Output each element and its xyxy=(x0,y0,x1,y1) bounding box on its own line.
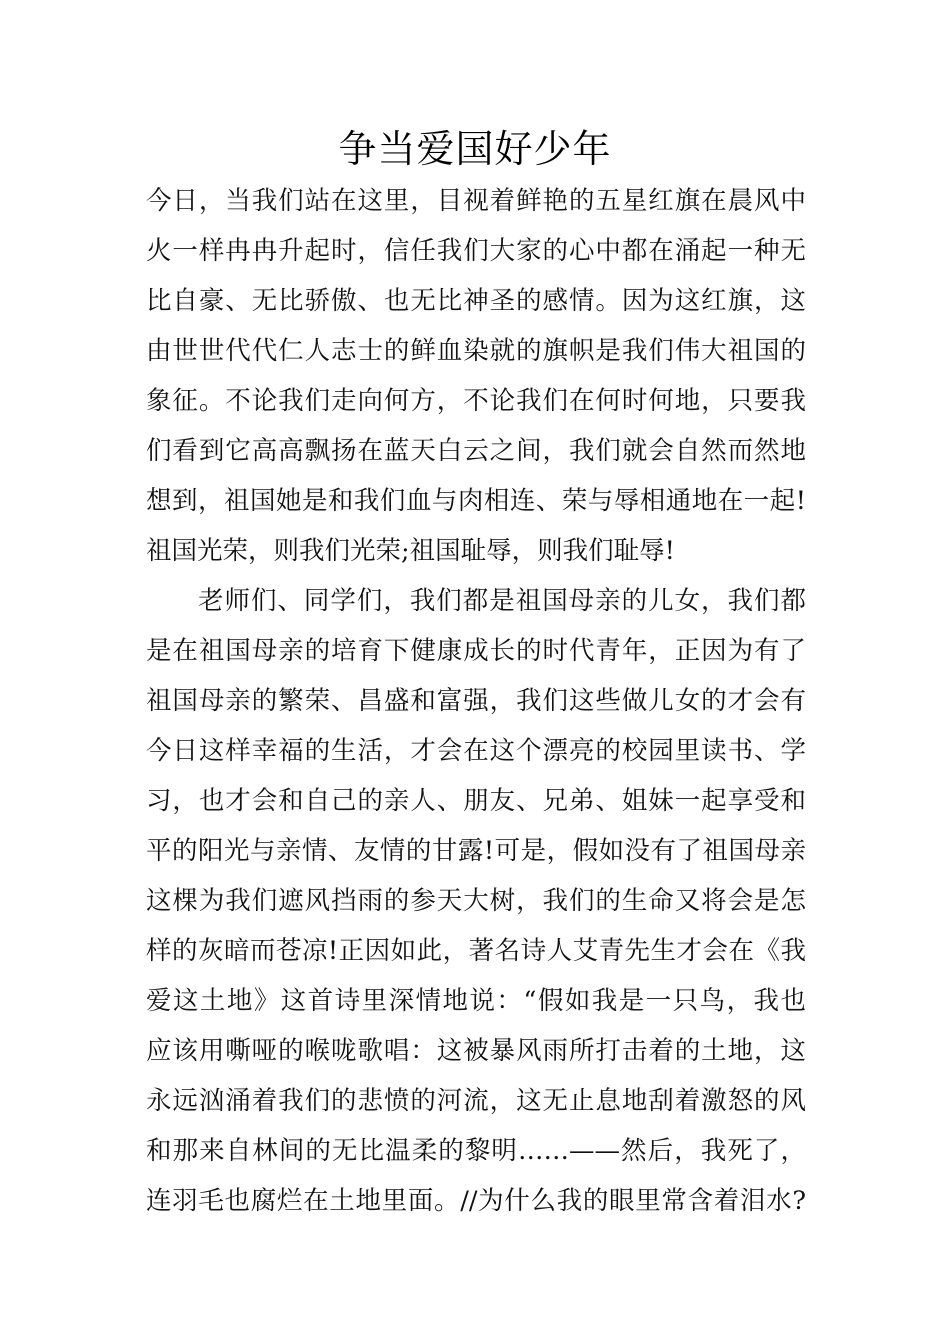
text-line: 比自豪、无比骄傲、也无比神圣的感情。因为这红旗，这 xyxy=(146,286,806,316)
text-line: 祖国光荣，则我们光荣;祖国耻辱，则我们耻辱! xyxy=(146,536,675,566)
document-title: 争当爱国好少年 xyxy=(338,127,612,171)
text-line: 平的阳光与亲情、友情的甘露!可是，假如没有了祖国母亲 xyxy=(146,836,806,866)
text-line: 们看到它高高飘扬在蓝天白云之间，我们就会自然而然地 xyxy=(146,436,806,466)
text-line: 想到，祖国她是和我们血与肉相连、荣与辱相通地在一起! xyxy=(146,486,806,516)
text-line: 是在祖国母亲的培育下健康成长的时代青年，正因为有了 xyxy=(146,636,806,666)
text-line: 象征。不论我们走向何方，不论我们在何时何地，只要我 xyxy=(146,386,806,416)
text-line: 爱这土地》这首诗里深情地说：“假如我是一只鸟，我也 xyxy=(146,986,806,1016)
document-body xyxy=(146,176,806,1226)
text-line: 这棵为我们遮风挡雨的参天大树，我们的生命又将会是怎 xyxy=(146,886,806,916)
text-line: 祖国母亲的繁荣、昌盛和富强，我们这些做儿女的才会有 xyxy=(146,686,806,716)
text-line: 由世世代代仁人志士的鲜血染就的旗帜是我们伟大祖国的 xyxy=(146,336,806,366)
text-line: 今日这样幸福的生活，才会在这个漂亮的校园里读书、学 xyxy=(146,736,806,766)
text-line: 永远汹涌着我们的悲愤的河流，这无止息地刮着激怒的风 xyxy=(146,1086,806,1116)
text-line: 样的灰暗而苍凉!正因如此，著名诗人艾青先生才会在《我 xyxy=(146,936,806,966)
text-line: 应该用嘶哑的喉咙歌唱：这被暴风雨所打击着的土地，这 xyxy=(146,1036,806,1066)
text-line: 习，也才会和自己的亲人、朋友、兄弟、姐妹一起享受和 xyxy=(146,786,806,816)
paragraph-first-line: 老师们、同学们，我们都是祖国母亲的儿女，我们都 xyxy=(198,586,806,616)
text-line: 今日，当我们站在这里，目视着鲜艳的五星红旗在晨风中 xyxy=(146,186,806,216)
text-line: 和那来自林间的无比温柔的黎明……——然后，我死了， xyxy=(146,1136,806,1166)
text-line: 连羽毛也腐烂在土地里面。//为什么我的眼里常含着泪水? xyxy=(146,1186,806,1216)
text-line: 火一样冉冉升起时，信任我们大家的心中都在涌起一种无 xyxy=(146,236,806,266)
